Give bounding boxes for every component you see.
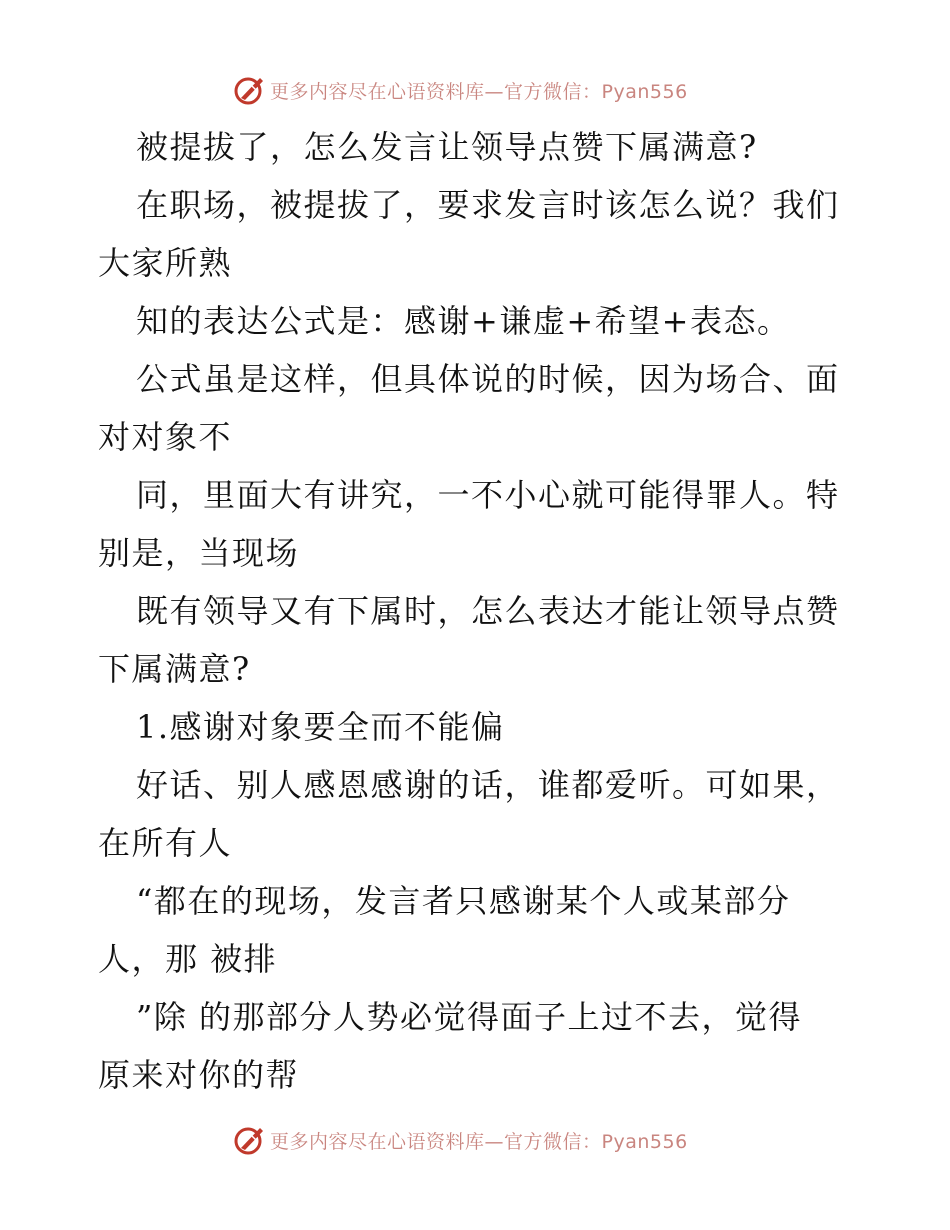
- text-line: 被提拔了，怎么发言让领导点赞下属满意?: [136, 128, 758, 166]
- text-line: 别是，当现场: [98, 534, 300, 572]
- text-line: ”除 的那部分人势必觉得面子上过不去，觉得: [136, 998, 803, 1036]
- text-line: “都在的现场，发言者只感谢某个人或某部分: [136, 882, 791, 920]
- header-banner-text: 更多内容尽在心语资料库—官方微信：Pyan556: [270, 80, 688, 103]
- text-line: 下属满意?: [98, 650, 251, 688]
- text-line: 既有领导又有下属时，怎么表达才能让领导点赞: [136, 592, 840, 630]
- footer-banner: [232, 1120, 688, 1160]
- text-line: 好话、别人感恩感谢的话，谁都爱听。可如果，: [136, 766, 840, 804]
- text-line: 知的表达公式是：感谢+谦虚+希望+表态。: [136, 302, 791, 340]
- text-line: 同，里面大有讲究，一不小心就可能得罪人。特: [136, 476, 840, 514]
- feather-pen-logo-icon: [232, 1123, 266, 1157]
- document-body: [98, 118, 858, 1104]
- text-line: 大家所熟: [98, 244, 233, 282]
- header-banner: [232, 70, 688, 110]
- text-line: 在所有人: [98, 824, 233, 862]
- text-line: 对对象不: [98, 418, 233, 456]
- text-line: 原来对你的帮: [98, 1056, 300, 1094]
- text-line: 公式虽是这样，但具体说的时候，因为场合、面: [136, 360, 840, 398]
- text-line: 人，那 被排: [98, 940, 278, 978]
- feather-pen-logo-icon: [232, 73, 266, 107]
- text-line: 在职场，被提拔了，要求发言时该怎么说？我们: [136, 186, 840, 224]
- footer-banner-text: 更多内容尽在心语资料库—官方微信：Pyan556: [270, 1130, 688, 1153]
- text-line: 1.感谢对象要全而不能偏: [136, 708, 505, 746]
